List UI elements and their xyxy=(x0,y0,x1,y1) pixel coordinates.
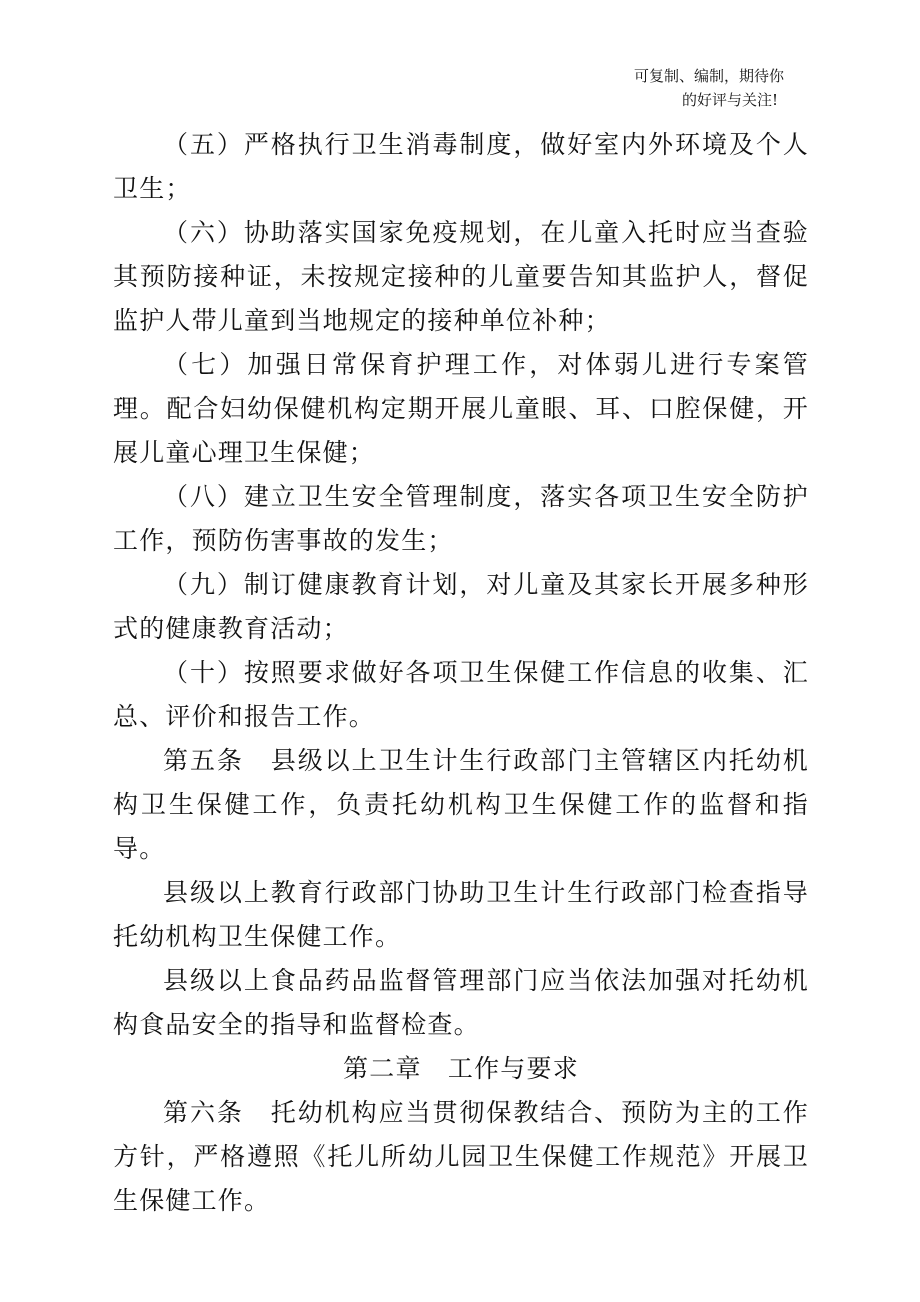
paragraph-item-8: （八）建立卫生安全管理制度，落实各项卫生安全防护工作，预防伤害事故的发生； xyxy=(113,482,809,555)
article-5-food-drug-dept: 县级以上食品药品监督管理部门应当依法加强对托幼机构食品安全的指导和监督检查。 xyxy=(113,966,809,1039)
header-note xyxy=(634,64,784,112)
header-note-line-2: 的好评与关注! xyxy=(681,91,778,109)
paragraph-item-5: （五）严格执行卫生消毒制度，做好室内外环境及个人卫生； xyxy=(113,130,809,203)
document-body xyxy=(113,123,809,1223)
article-5-education-dept: 县级以上教育行政部门协助卫生计生行政部门检查指导托幼机构卫生保健工作。 xyxy=(113,878,809,951)
paragraph-item-10: （十）按照要求做好各项卫生保健工作信息的收集、汇总、评价和报告工作。 xyxy=(113,658,809,731)
paragraph-item-9: （九）制订健康教育计划，对儿童及其家长开展多种形式的健康教育活动； xyxy=(113,570,809,643)
chapter-heading: 第二章 工作与要求 xyxy=(343,1054,579,1083)
article-5: 第五条 县级以上卫生计生行政部门主管辖区内托幼机构卫生保健工作，负责托幼机构卫生保健工作的监督和指导。 xyxy=(113,746,809,863)
header-note-line-1: 可复制、编制，期待你 xyxy=(633,67,784,85)
paragraph-item-7: （七）加强日常保育护理工作，对体弱儿进行专案管理。配合妇幼保健机构定期开展儿童眼、耳、口腔保健，开展儿童心理卫生保健； xyxy=(113,350,809,467)
paragraph-item-6: （六）协助落实国家免疫规划，在儿童入托时应当查验其预防接种证，未按规定接种的儿童要告知其监护人，督促监护人带儿童到当地规定的接种单位补种； xyxy=(113,218,809,335)
article-6: 第六条 托幼机构应当贯彻保教结合、预防为主的工作方针，严格遵照《托儿所幼儿园卫生保健工作规范》开展卫生保健工作。 xyxy=(113,1098,809,1215)
